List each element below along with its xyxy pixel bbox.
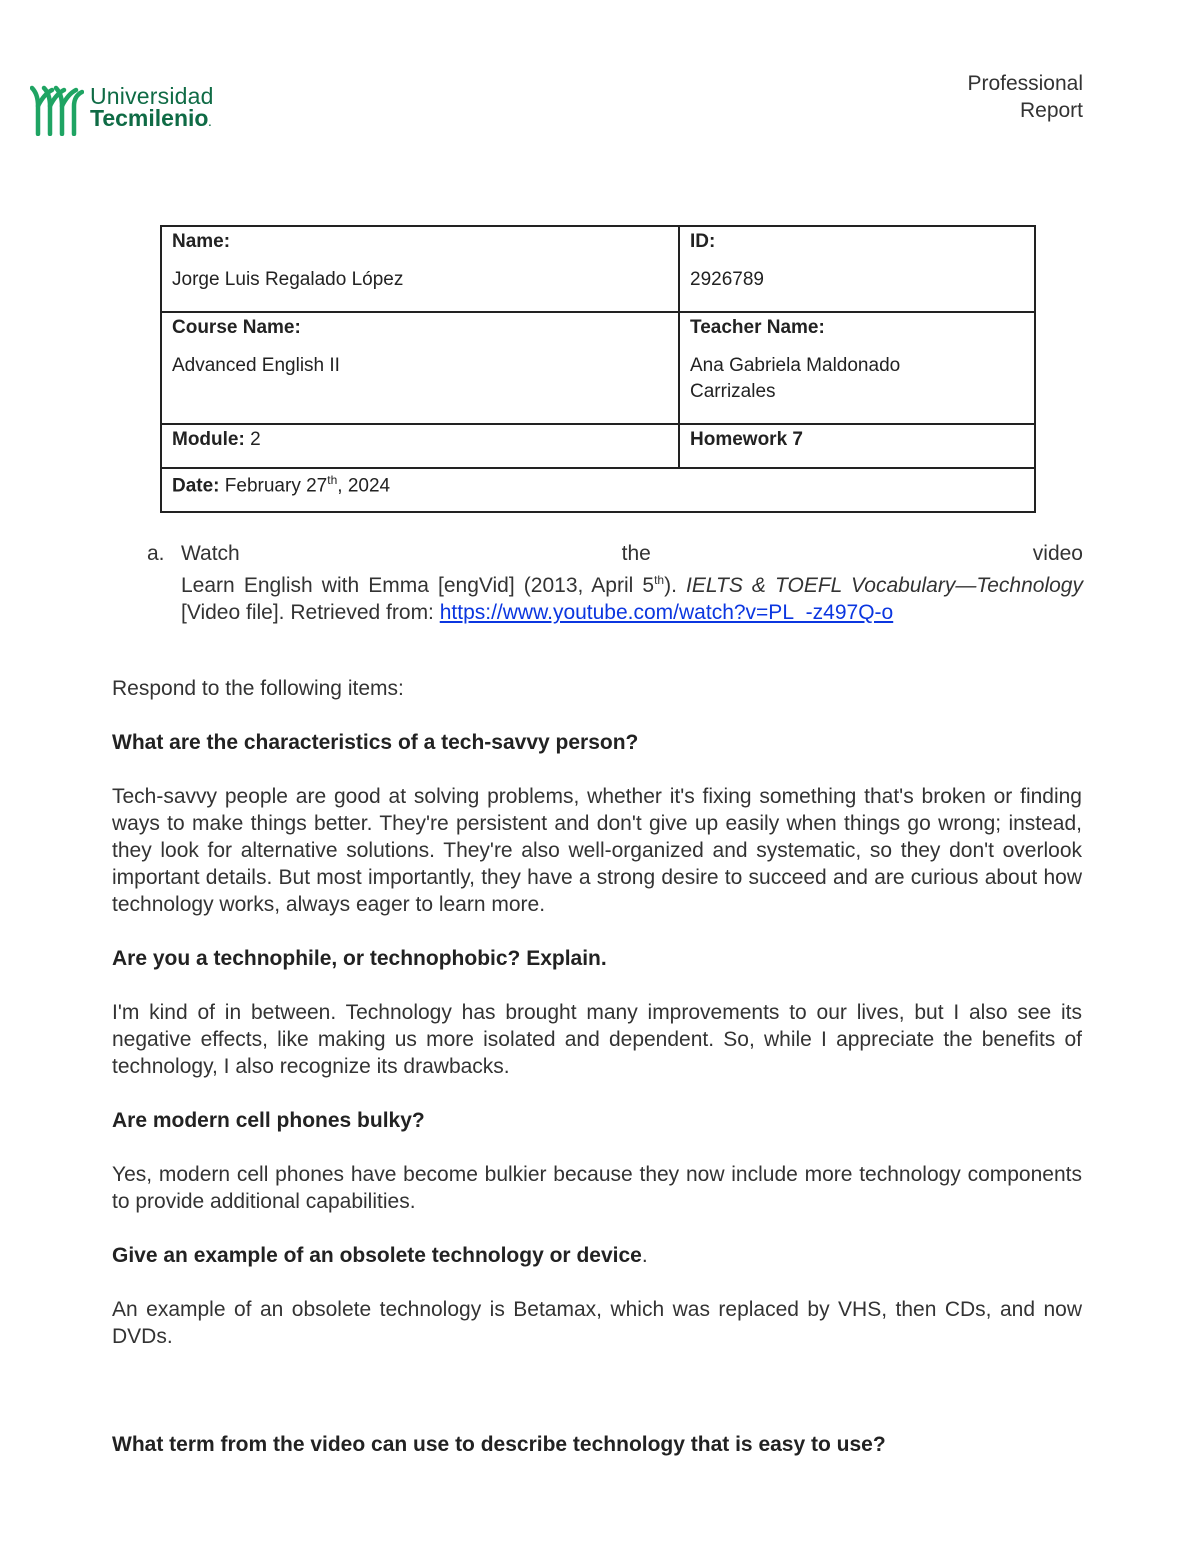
name-value: Jorge Luis Regalado López (172, 269, 404, 290)
video-link[interactable]: https://www.youtube.com/watch?v=PL_-z497Q-o (439, 601, 894, 624)
date-superscript: th (327, 473, 338, 487)
word-watch: Watch (181, 542, 240, 565)
answer-4: An example of an obsolete technology is Betamax, which was replaced by VHS, then CDs, and now DVDs. (112, 1298, 1082, 1348)
name-label: Name: (172, 231, 231, 252)
question-4: Give an example of an obsolete technology or device (112, 1244, 642, 1267)
date-value: February 27 (219, 475, 328, 497)
question-1: What are the characteristics of a tech-savvy person? (112, 731, 639, 754)
teacher-cell (679, 312, 1035, 424)
table-row (161, 468, 1035, 512)
questions-section (112, 675, 1082, 1458)
module-value: 2 (244, 429, 261, 450)
university-logo (30, 84, 214, 136)
logo-line-1: Universidad (90, 83, 214, 109)
video-instruction (147, 540, 1083, 626)
word-video: video (1032, 542, 1083, 565)
question-4-tail: . (641, 1244, 648, 1267)
date-line (172, 473, 1024, 497)
module-label: Module: (172, 429, 245, 450)
reference-title: IELTS & TOEFL Vocabulary—Technology (686, 574, 1083, 597)
name-cell (161, 226, 679, 312)
table-row (161, 312, 1035, 424)
id-label: ID: (690, 231, 716, 252)
video-instruction-line-1 (181, 540, 1083, 567)
course-value: Advanced English II (172, 355, 340, 376)
video-reference (181, 567, 1083, 626)
course-cell (161, 312, 679, 424)
date-cell (161, 468, 1035, 512)
question-5: What term from the video can use to describe technology that is easy to use? (112, 1433, 886, 1456)
answer-3: Yes, modern cell phones have become bulkier because they now include more technology components to provide additional capabilities. (112, 1163, 1082, 1213)
document-type-line-1: Professional (967, 72, 1083, 95)
question-2: Are you a technophile, or technophobic? Explain. (112, 947, 607, 970)
answer-1: Tech-savvy people are good at solving problems, whether it's fixing something that's broken or finding ways to make things better. They're persistent and don't give up easily when things go wrong; instead, they look for alternative solutions. They're also well-organized and systematic, so they don't overlook important details. But most importantly, they have a strong desire to succeed and are curious about how technology works, always eager to learn more. (112, 785, 1082, 916)
homework-cell (679, 424, 1035, 468)
id-value: 2926789 (690, 269, 764, 290)
question-4-line (112, 1242, 1082, 1269)
logo-reg-mark: . (208, 118, 212, 129)
tecmilenio-leaf-icon (30, 84, 84, 136)
student-info-table (160, 225, 1036, 513)
reference-text-1: Learn English with Emma [engVid] (2013, April 5 (181, 574, 655, 597)
list-marker: a. (147, 542, 165, 565)
id-cell (679, 226, 1035, 312)
module-cell (161, 424, 679, 468)
word-the: the (621, 542, 651, 565)
reference-superscript: th (654, 573, 665, 587)
table-row (161, 226, 1035, 312)
homework-label: Homework 7 (690, 429, 803, 450)
module-line (172, 429, 668, 451)
course-label: Course Name: (172, 317, 301, 338)
document-type (967, 70, 1083, 124)
teacher-value: Ana Gabriela Maldonado Carrizales (690, 355, 901, 402)
question-3: Are modern cell phones bulky? (112, 1109, 425, 1132)
intro-text: Respond to the following items: (112, 677, 404, 700)
logo-line-2-text: Tecmilenio (90, 105, 209, 131)
date-year: , 2024 (337, 475, 391, 497)
reference-text-3: [Video file]. Retrieved from: (181, 601, 440, 624)
answer-2: I'm kind of in between. Technology has brought many improvements to our lives, but I also see its negative effects, like making us more isolated and dependent. So, while I appreciate the benefits of technology, I also recognize its drawbacks. (112, 1001, 1082, 1078)
logo-line-2 (90, 107, 214, 135)
date-label: Date: (172, 475, 220, 497)
table-row (161, 424, 1035, 468)
teacher-label: Teacher Name: (690, 317, 825, 338)
reference-text-2: ). (664, 574, 687, 597)
document-type-line-2: Report (1019, 99, 1083, 122)
